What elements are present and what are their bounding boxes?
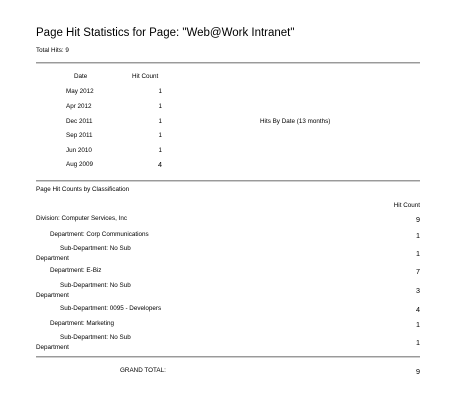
divider-bottom xyxy=(36,356,420,358)
date-row-count: 4 xyxy=(158,160,162,169)
classification-row-label-line: Department xyxy=(36,292,69,299)
classification-row-label-line: Sub-Department: No Sub xyxy=(60,282,131,289)
classification-row-label xyxy=(50,319,114,329)
grand-total-value: 9 xyxy=(416,367,420,376)
classification-row-label xyxy=(60,304,161,314)
classification-row-label xyxy=(50,230,149,240)
date-row-count: 1 xyxy=(158,88,162,95)
date-row-count: 1 xyxy=(158,147,162,154)
total-hits: Total Hits: 9 xyxy=(36,47,69,54)
date-row-date: Jun 2010 xyxy=(66,147,92,154)
divider-middle xyxy=(36,180,420,182)
classification-row-label-line: Sub-Department: No Sub xyxy=(60,245,131,252)
page-title: Page Hit Statistics for Page: "Web@Work Intranet" xyxy=(36,27,295,39)
date-row-date: Aug 2009 xyxy=(66,161,93,168)
date-row-count: 1 xyxy=(158,103,162,110)
grand-total-label: GRAND TOTAL: xyxy=(120,367,166,374)
classification-row-label xyxy=(36,281,131,301)
classification-row-label xyxy=(50,266,101,276)
classification-row-label-line: Sub-Department: 0095 - Developers xyxy=(60,305,162,312)
classification-row-count: 1 xyxy=(416,231,420,240)
classification-row-label-line: Sub-Department: No Sub xyxy=(60,334,131,341)
classification-row-label xyxy=(36,333,131,353)
classification-row-label xyxy=(36,244,131,264)
classification-row-label-line: Department: Corp Communications xyxy=(50,231,149,238)
date-row-count: 1 xyxy=(158,118,162,125)
classification-row-count: 1 xyxy=(416,320,420,329)
classification-section-title: Page Hit Counts by Classification xyxy=(36,186,130,193)
classification-row-count: 7 xyxy=(416,267,420,276)
date-column-header: Date xyxy=(74,73,88,80)
classification-row-count: 1 xyxy=(416,249,420,258)
classification-row-label xyxy=(36,214,127,224)
classification-row-label-line: Department: Marketing xyxy=(50,320,115,327)
date-row-date: Apr 2012 xyxy=(66,103,92,110)
classification-row-count: 1 xyxy=(416,338,420,347)
hit-count-column-header: Hit Count xyxy=(132,73,159,80)
date-row-count: 1 xyxy=(158,132,162,139)
date-row-date: Sep 2011 xyxy=(66,132,93,139)
classification-row-label-line: Department xyxy=(36,344,69,351)
chart-caption: Hits By Date (13 months) xyxy=(260,118,331,125)
classification-row-label-line: Department: E-Biz xyxy=(50,267,102,274)
date-row-date: Dec 2011 xyxy=(66,118,93,125)
classification-hit-count-header: Hit Count xyxy=(393,202,420,209)
classification-row-count: 9 xyxy=(416,215,420,224)
classification-row-count: 4 xyxy=(416,305,420,314)
classification-row-count: 3 xyxy=(416,286,420,295)
divider-top xyxy=(36,62,420,64)
classification-row-label-line: Division: Computer Services, Inc xyxy=(36,215,127,222)
classification-row-label-line: Department xyxy=(36,255,69,262)
date-row-date: May 2012 xyxy=(66,88,94,95)
